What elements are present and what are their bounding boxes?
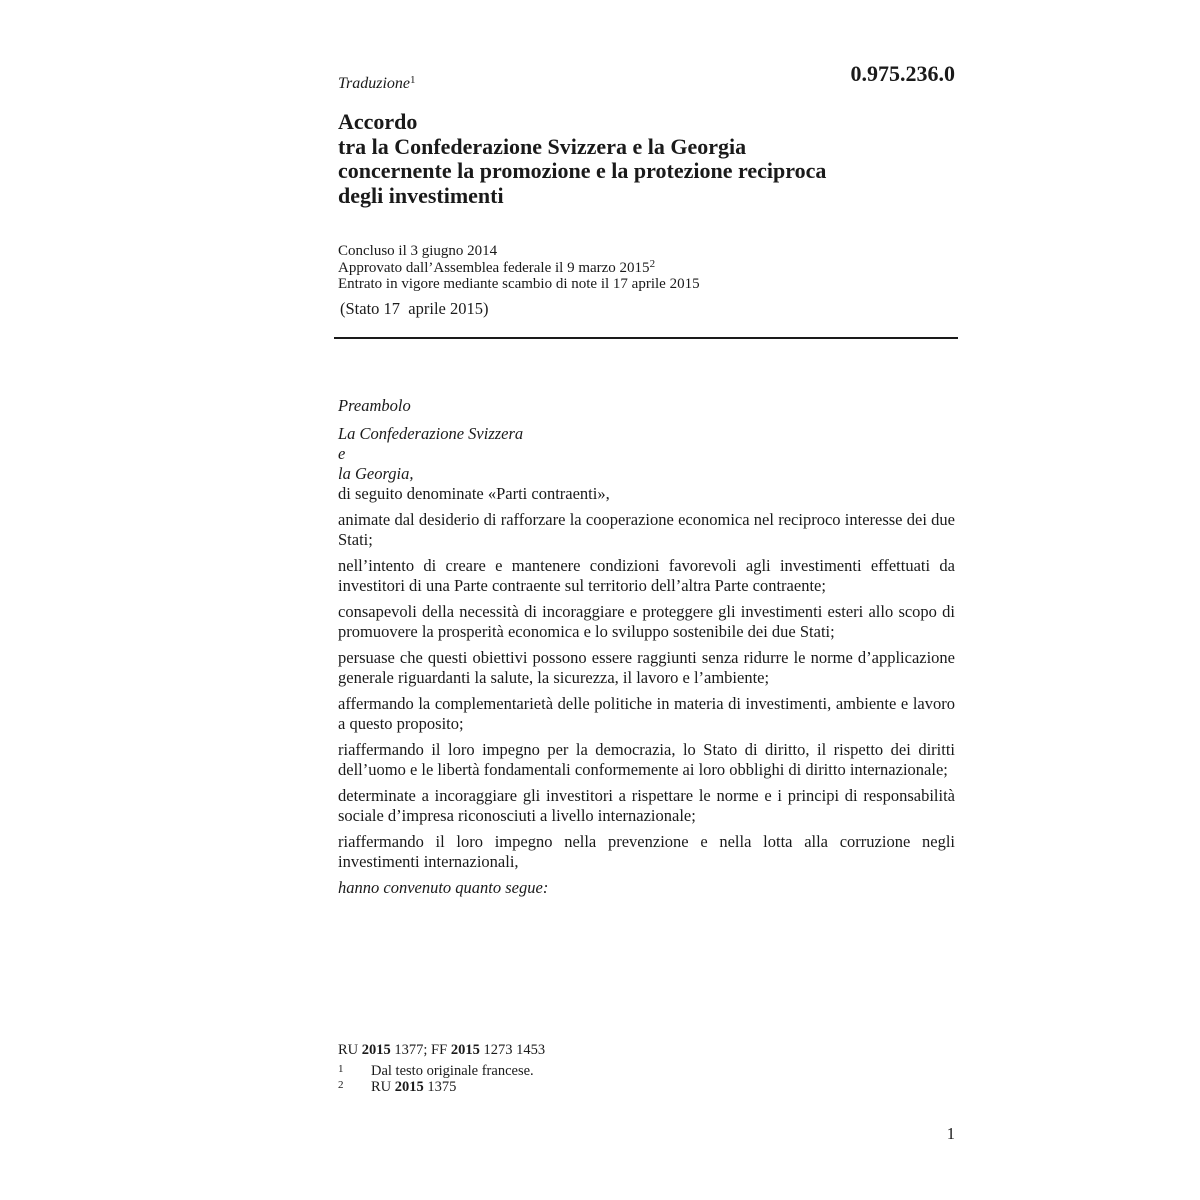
title-line-3: concernente la promozione e la protezione reciproca [338, 158, 827, 183]
party-conjunction: e [338, 444, 346, 463]
preamble-paragraph: persuase che questi obiettivi possono essere raggiunti senza ridurre le norme d’applicazione generale riguardanti la salute, la sicurezza, il lavoro e l’ambiente; [338, 648, 955, 687]
preamble-paragraph: animate dal desiderio di rafforzare la cooperazione economica nel reciproco interesse dei due Stati; [338, 510, 955, 549]
footnotes-section [338, 1042, 955, 1095]
preamble-paragraph: riaffermando il loro impegno per la democrazia, lo Stato di diritto, il rispetto dei diritti dell’uomo e le libertà fondamentali conformemente ai loro obblighi di diritto internazionale; [338, 740, 955, 779]
footnote-1-number: 1 [338, 1063, 344, 1075]
page-number: 1 [946, 1124, 955, 1143]
preamble-section [338, 396, 955, 898]
footnote-1-text: Dal testo originale francese. [371, 1063, 534, 1079]
preamble-paragraph: nell’intento di creare e mantenere condizioni favorevoli agli investimenti effettuati da investitori di una Parte contraente sul territorio dell’altra Parte contraente; [338, 556, 955, 595]
concluded-date: Concluso il 3 giugno 2014 [338, 243, 498, 259]
footnote-ref-1[interactable]: 1 [410, 74, 416, 86]
preamble-paragraph: affermando la complementarietà delle politiche in materia di investimenti, ambiente e lavoro a questo proposito; [338, 694, 955, 733]
footnote-2: 2 RU 2015 1375 [338, 1079, 457, 1095]
party-georgia: la Georgia, [338, 464, 414, 483]
approved-text: Approvato dall’Assemblea federale il 9 marzo 2015 [338, 259, 650, 276]
status-date: (Stato 17 aprile 2015) [340, 299, 489, 318]
parties-denomination: di seguito denominate «Parti contraenti», [338, 484, 610, 503]
title-line-4: degli investimenti [338, 182, 504, 208]
document-metadata [338, 243, 958, 293]
preamble-paragraph: riaffermando il loro impegno nella prevenzione e nella lotta alla corruzione negli investimenti internazionali, [338, 832, 955, 871]
party-switzerland: La Confederazione Svizzera [338, 424, 524, 443]
official-references: RU 2015 1377; FF 2015 1273 1453 [338, 1042, 546, 1058]
entry-into-force: Entrato in vigore mediante scambio di note il 17 aprile 2015 [338, 276, 700, 292]
translation-note [338, 74, 416, 94]
sr-number: 0.975.236.0 [850, 61, 955, 86]
footnote-1 [338, 1063, 955, 1079]
preamble-heading: Preambolo [338, 396, 411, 415]
preamble-paragraph: determinate a incoraggiare gli investitori a rispettare le norme e i principi di responsabilità sociale d’impresa riconosciuti a livello internazionale; [338, 786, 955, 825]
title-line-2: tra la Confederazione Svizzera e la Georgia [338, 133, 747, 159]
preamble-paragraph: consapevoli della necessità di incoraggiare e proteggere gli investimenti esteri allo scopo di promuovere la prosperità economica e lo sviluppo sostenibile dei due Stati; [338, 602, 955, 641]
translation-label: Traduzione [338, 75, 411, 92]
footnote-2-number: 2 [338, 1079, 344, 1091]
preamble-closing: hanno convenuto quanto segue: [338, 878, 549, 897]
header-divider [334, 337, 958, 339]
approved-date [338, 257, 958, 277]
title-line-1: Accordo [338, 109, 418, 134]
document-title [338, 110, 958, 208]
footnote-ref-2[interactable]: 2 [649, 257, 656, 270]
